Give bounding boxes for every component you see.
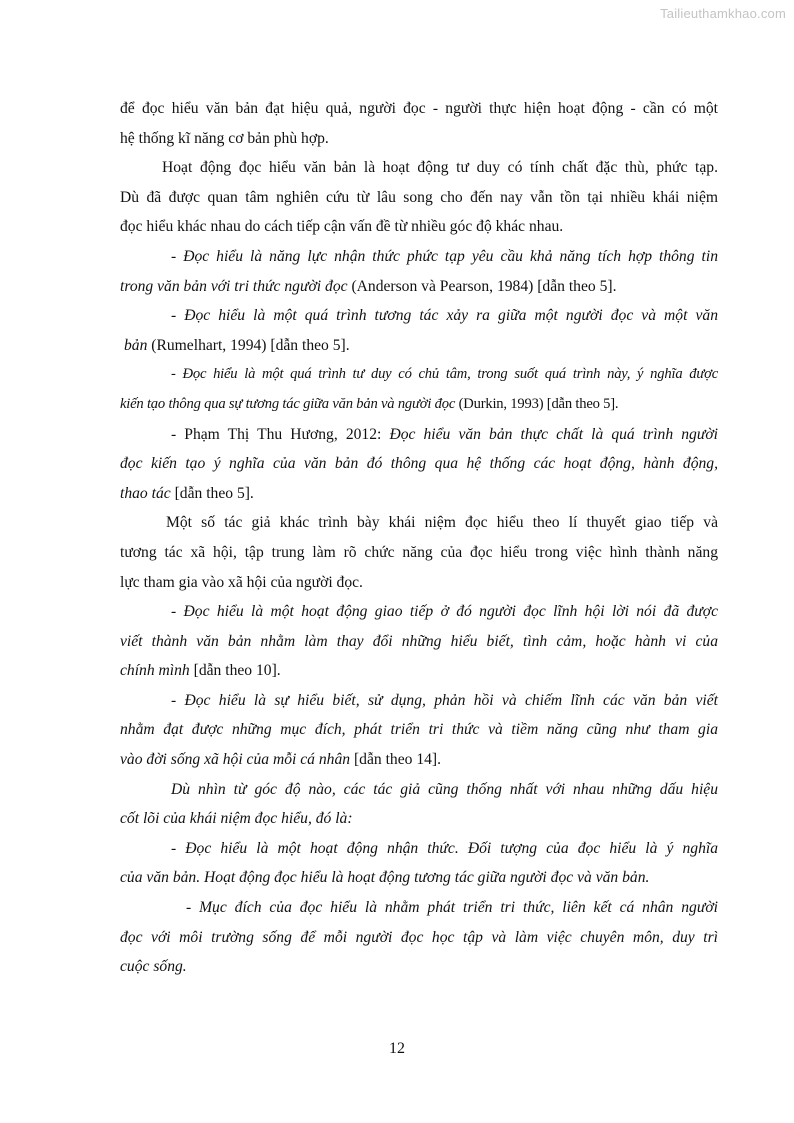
text-line: - Đọc hiểu là một quá trình tương tác xảy ra giữa một người đọc và một văn bbox=[171, 307, 718, 325]
text-line: tương tác xã hội, tập trung làm rõ chức năng của đọc hiểu trong việc hình thành năng bbox=[120, 543, 718, 561]
text-line: vào đời sống xã hội của mỗi cá nhân [dẫn theo 14]. bbox=[120, 751, 442, 769]
page-number: 12 bbox=[389, 1040, 405, 1057]
text-line: đọc với môi trường sống để mỗi người đọc học tập và làm việc chuyên môn, duy trì bbox=[120, 928, 718, 946]
text-line: để đọc hiểu văn bản đạt hiệu quả, người đọc - người thực hiện hoạt động - cần có một bbox=[120, 100, 718, 117]
text-line: Dù nhìn từ góc độ nào, các tác giả cũng thống nhất với nhau những dấu hiệu bbox=[171, 780, 718, 798]
text-line: thao tác [dẫn theo 5]. bbox=[120, 484, 254, 502]
text-line: - Mục đích của đọc hiểu là nhằm phát triển tri thức, liên kết cá nhân người bbox=[186, 899, 718, 917]
text-line: chính mình [dẫn theo 10]. bbox=[120, 662, 281, 680]
text-line: Một số tác giả khác trình bày khái niệm đọc hiểu theo lí thuyết giao tiếp và bbox=[166, 514, 718, 532]
text-line: - Phạm Thị Thu Hương, 2012: Đọc hiểu văn bản thực chất là quá trình người bbox=[171, 425, 718, 443]
text-line: đọc hiểu khác nhau do cách tiếp cận vấn đề từ nhiều góc độ khác nhau. bbox=[120, 218, 564, 236]
document-body bbox=[120, 94, 718, 982]
text-line: đọc kiến tạo ý nghĩa của văn bản đó thông qua hệ thống các hoạt động, hành động, bbox=[120, 455, 718, 473]
text-line: - Đọc hiểu là sự hiểu biết, sử dụng, phản hồi và chiếm lĩnh các văn bản viết bbox=[171, 691, 718, 709]
text-line: cuộc sống. bbox=[120, 958, 187, 976]
text-line: - Đọc hiểu là một hoạt động giao tiếp ở đó người đọc lĩnh hội lời nói đã được bbox=[171, 603, 718, 621]
text-line: - Đọc hiểu là một quá trình tư duy có chủ tâm, trong suốt quá trình này, ý nghĩa được bbox=[171, 366, 718, 383]
text-line: kiến tạo thông qua sự tương tác giữa văn bản và người đọc (Durkin, 1993) [dẫn theo 5]. bbox=[120, 395, 619, 412]
text-line: Hoạt động đọc hiểu văn bản là hoạt động tư duy có tính chất đặc thù, phức tạp. bbox=[162, 159, 718, 177]
text-line: viết thành văn bản nhằm làm thay đổi những hiểu biết, tình cảm, hoặc hành vi của bbox=[120, 632, 718, 650]
text-line: hệ thống kĩ năng cơ bản phù hợp. bbox=[120, 129, 329, 147]
text-line: bản (Rumelhart, 1994) [dẫn theo 5]. bbox=[124, 336, 350, 354]
text-line: - Đọc hiểu là một hoạt động nhận thức. Đối tượng của đọc hiểu là ý nghĩa bbox=[171, 839, 718, 857]
text-line: trong văn bản với tri thức người đọc (Anderson và Pearson, 1984) [dẫn theo 5]. bbox=[120, 277, 617, 295]
text-line: nhằm đạt được những mục đích, phát triển tri thức và tiềm năng cũng như tham gia bbox=[120, 721, 718, 739]
watermark: Tailieuthamkhao.com bbox=[660, 6, 786, 21]
text-line: cốt lõi của khái niệm đọc hiểu, đó là: bbox=[120, 810, 353, 828]
text-line: - Đọc hiểu là năng lực nhận thức phức tạp yêu cầu khả năng tích hợp thông tin bbox=[171, 247, 718, 265]
text-line: Dù đã được quan tâm nghiên cứu từ lâu song cho đến nay vẫn tồn tại nhiều khái niệm bbox=[120, 188, 718, 206]
text-line: của văn bản. Hoạt động đọc hiểu là hoạt động tương tác giữa người đọc và văn bản. bbox=[120, 869, 650, 887]
text-line: lực tham gia vào xã hội của người đọc. bbox=[120, 573, 363, 591]
